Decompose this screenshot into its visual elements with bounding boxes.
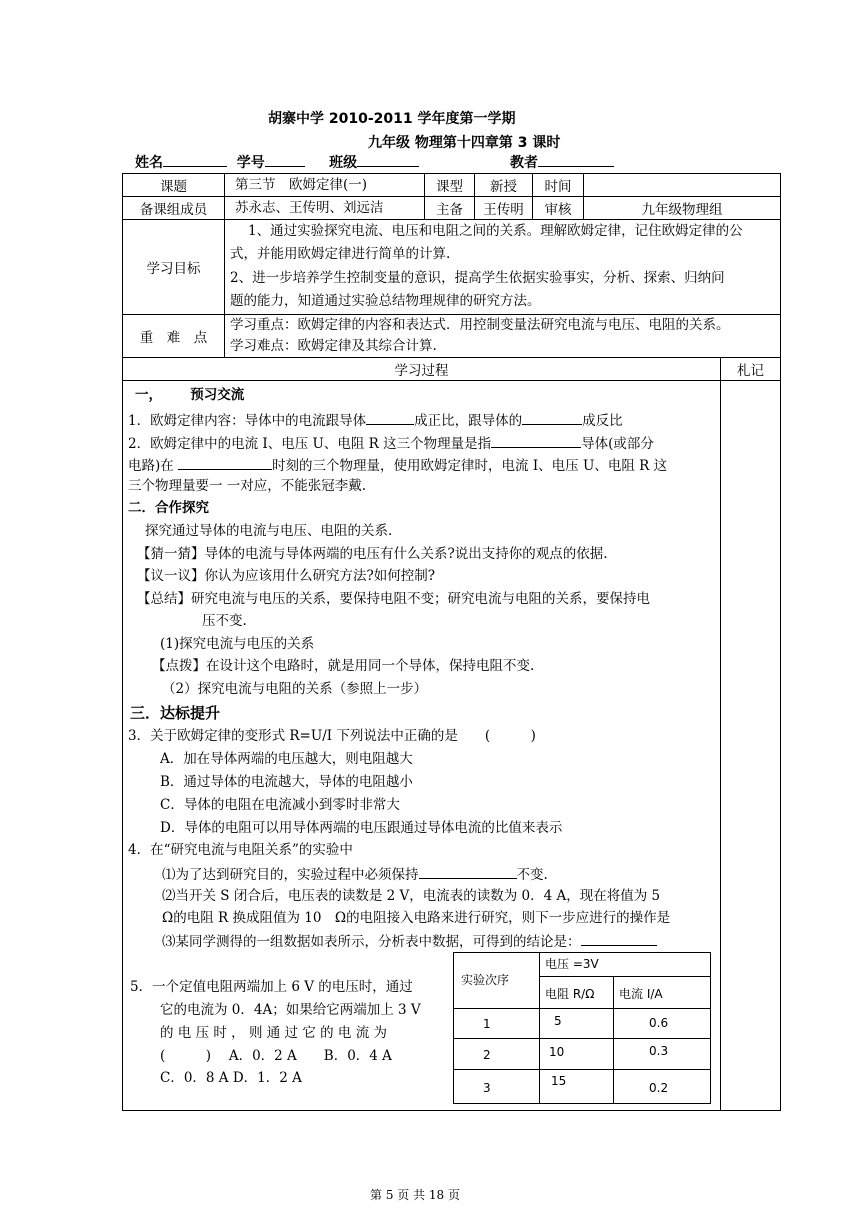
goals-line-3: 2、进一步培养学生控制变量的意识，提高学生依据实验事实，分析、探索、归纳问: [230, 270, 725, 286]
id-label: 学号: [236, 155, 265, 171]
group-label: 备课组成员: [139, 202, 208, 218]
row-3-current: 0.2: [649, 1081, 669, 1095]
q5-line1: 5．一个定值电阻两端加上 6 V 的电压时，通过: [130, 979, 413, 995]
q1-text-c: 成反比: [582, 413, 623, 429]
process-header: 学习过程: [394, 363, 449, 379]
sec2-explore1: (1)探究电流与电压的关系: [160, 636, 315, 652]
q2-line1: [128, 433, 654, 453]
sec1-num: 一，: [135, 387, 162, 403]
row-1-order: 1: [483, 1017, 491, 1031]
q3: 3．关于欧姆定律的变形式 R=U/I 下列说法中正确的是 ( ): [128, 728, 536, 744]
q3-option-b[interactable]: B．通过导体的电流越大，导体的电阻越小: [160, 774, 413, 790]
current-header: 电流 I/A: [619, 987, 663, 1001]
lead-value: 王传明: [483, 202, 524, 218]
q2-text-a: 2．欧姆定律中的电流 I、电压 U、电阻 R 这三个物理量是指: [128, 436, 492, 452]
sec2-discuss: 【议一议】你认为应该用什么研究方法?如何控制?: [137, 568, 435, 584]
class-label: 班级: [329, 155, 358, 171]
q5-line3: 的 电 压 时 ， 则 通 过 它 的 电 流 为: [160, 1025, 387, 1041]
lead-label: 主备: [436, 202, 463, 218]
row-3-order: 3: [483, 1081, 491, 1095]
time-label: 时间: [544, 179, 572, 195]
q4-part3-text: ⑶某同学测得的一组数据如表所示，分析表中数据，可得到的结论是：: [162, 934, 581, 950]
q3-option-a[interactable]: A．加在导体两端的电压越大，则电阻越大: [160, 751, 413, 767]
review-label: 审核: [544, 202, 572, 218]
q4-blank-3[interactable]: [581, 931, 657, 946]
row-3-resistance: 15: [551, 1074, 567, 1088]
topic-value: 第三节 欧姆定律(一): [235, 177, 368, 193]
sec1-title: [135, 386, 244, 404]
teacher-field[interactable]: [538, 152, 614, 167]
q2-text-c: 电路)在: [128, 458, 179, 474]
q1-blank-2[interactable]: [522, 410, 582, 425]
sec2-explore2: （2）探究电流与电阻的关系（参照上一步）: [162, 681, 428, 697]
review-value: 九年级物理组: [641, 202, 723, 218]
type-label: 课型: [436, 179, 463, 195]
q5-line4: ( ) A．0．2 A B．0．4 A: [160, 1048, 392, 1064]
q4-part3: [162, 931, 657, 951]
school-title: 胡寨中学 2010-2011 学年度第一学期: [268, 111, 516, 127]
sec3-title: 三．达标提升: [130, 704, 221, 722]
q4-part2-b: Ω的电阻 R 换成阻值为 10 Ω的电阻接入电路来进行研究，则下一步应进行的操作是: [162, 910, 671, 926]
q2-text-d: 时刻的三个物理量，使用欧姆定律时，电流 I、电压 U、电阻 R 这: [272, 458, 668, 474]
sec1-heading: 预习交流: [190, 387, 245, 403]
q4: 4．在“研究电流与电阻关系”的实验中: [128, 842, 353, 858]
q1-text-b: 成正比，跟导体的: [414, 413, 523, 429]
row-2-current: 0.3: [649, 1044, 669, 1058]
sec2-summary-a: 【总结】研究电流与电压的关系，要保持电阻不变；研究电流与电阻的关系，要保持电: [137, 591, 650, 607]
q4-blank-1[interactable]: [419, 864, 517, 879]
q4-part1-text-a: ⑴为了达到研究目的，实验过程中必须保持: [162, 867, 419, 883]
keypoints-label: 重 难 点: [139, 330, 208, 346]
resistance-header: 电阻 R/Ω: [545, 987, 595, 1001]
experiment-data-table: [453, 952, 711, 1104]
q1-text-a: 1．欧姆定律内容：导体中的电流跟导体: [128, 413, 367, 429]
q2-line2: [128, 455, 667, 475]
sec2-summary-b: 压不变.: [202, 613, 247, 629]
voltage-header: 电压 =3V: [545, 957, 599, 971]
topic-label: 课题: [160, 179, 187, 195]
q2-line3: 三个物理量要一 一对应，不能张冠李戴.: [128, 478, 367, 494]
sec2-title: 二．合作探究: [128, 500, 209, 516]
q3-option-d[interactable]: D．导体的电阻可以用导体两端的电压跟通过导体电流的比值来表示: [160, 820, 563, 836]
row-1-current: 0.6: [649, 1016, 669, 1030]
goals-label: 学习目标: [146, 261, 201, 277]
goals-line-2: 式，并能用欧姆定律进行简单的计算.: [230, 246, 451, 262]
q1-blank-1[interactable]: [366, 410, 414, 425]
teacher-label: 教者: [510, 155, 538, 171]
q3-option-c[interactable]: C．导体的电阻在电流减小到零时非常大: [160, 797, 400, 813]
sec2-hint: 【点拨】在设计这个电路时，就是用同一个导体，保持电阻不变.: [152, 658, 535, 674]
focus-text: 学习重点：欧姆定律的内容和表达式．用控制变量法研究电流与电压、电阻的关系。: [230, 317, 730, 333]
page-footer: 第 5 页 共 18 页: [370, 1188, 460, 1202]
q4-part1: [162, 864, 548, 884]
type-value: 新授: [490, 179, 517, 195]
goals-line-1: 1、通过实验探究电流、电压和电阻之间的关系。理解欧姆定律，记住欧姆定律的公: [248, 223, 743, 239]
row-1-resistance: 5: [554, 1014, 562, 1028]
q5-line5: C．0．8 A D．1．2 A: [160, 1070, 302, 1086]
q4-part1-text-b: 不变.: [516, 867, 548, 883]
row-2-resistance: 10: [549, 1045, 565, 1059]
lesson-subtitle: 九年级 物理第十四章第 3 课时: [368, 135, 561, 151]
sec2-guess: 【猜一猜】导体的电流与导体两端的电压有什么关系?说出支持你的观点的依据.: [137, 546, 608, 562]
student-info-line: [135, 152, 419, 172]
teacher-info: [510, 152, 614, 172]
row-2-order: 2: [483, 1048, 491, 1062]
q1: [128, 410, 623, 430]
q2-text-b: 导体(或部分: [581, 436, 654, 452]
name-field[interactable]: [163, 152, 227, 167]
q2-blank-1[interactable]: [491, 433, 581, 448]
q5-line2: 它的电流为 0．4A；如果给它两端加上 3 V: [160, 1002, 421, 1018]
id-field[interactable]: [265, 152, 305, 167]
order-header: 实验次序: [461, 973, 510, 987]
group-value: 苏永志、王传明、刘远洁: [235, 200, 384, 216]
q4-part2-a: ⑵当开关 S 闭合后，电压表的读数是 2 V，电流表的读数为 0．4 A，现在将值为 5: [162, 888, 661, 904]
difficulty-text: 学习难点：欧姆定律及其综合计算.: [230, 338, 437, 354]
class-field[interactable]: [357, 152, 419, 167]
goals-line-4: 题的能力，知道通过实验总结物理规律的研究方法。: [230, 293, 541, 309]
notes-header: 札记: [737, 363, 764, 379]
name-label: 姓名: [135, 155, 163, 171]
sec2-intro: 探究通过导体的电流与电压、电阻的关系.: [145, 523, 393, 539]
q2-blank-2[interactable]: [178, 455, 272, 470]
